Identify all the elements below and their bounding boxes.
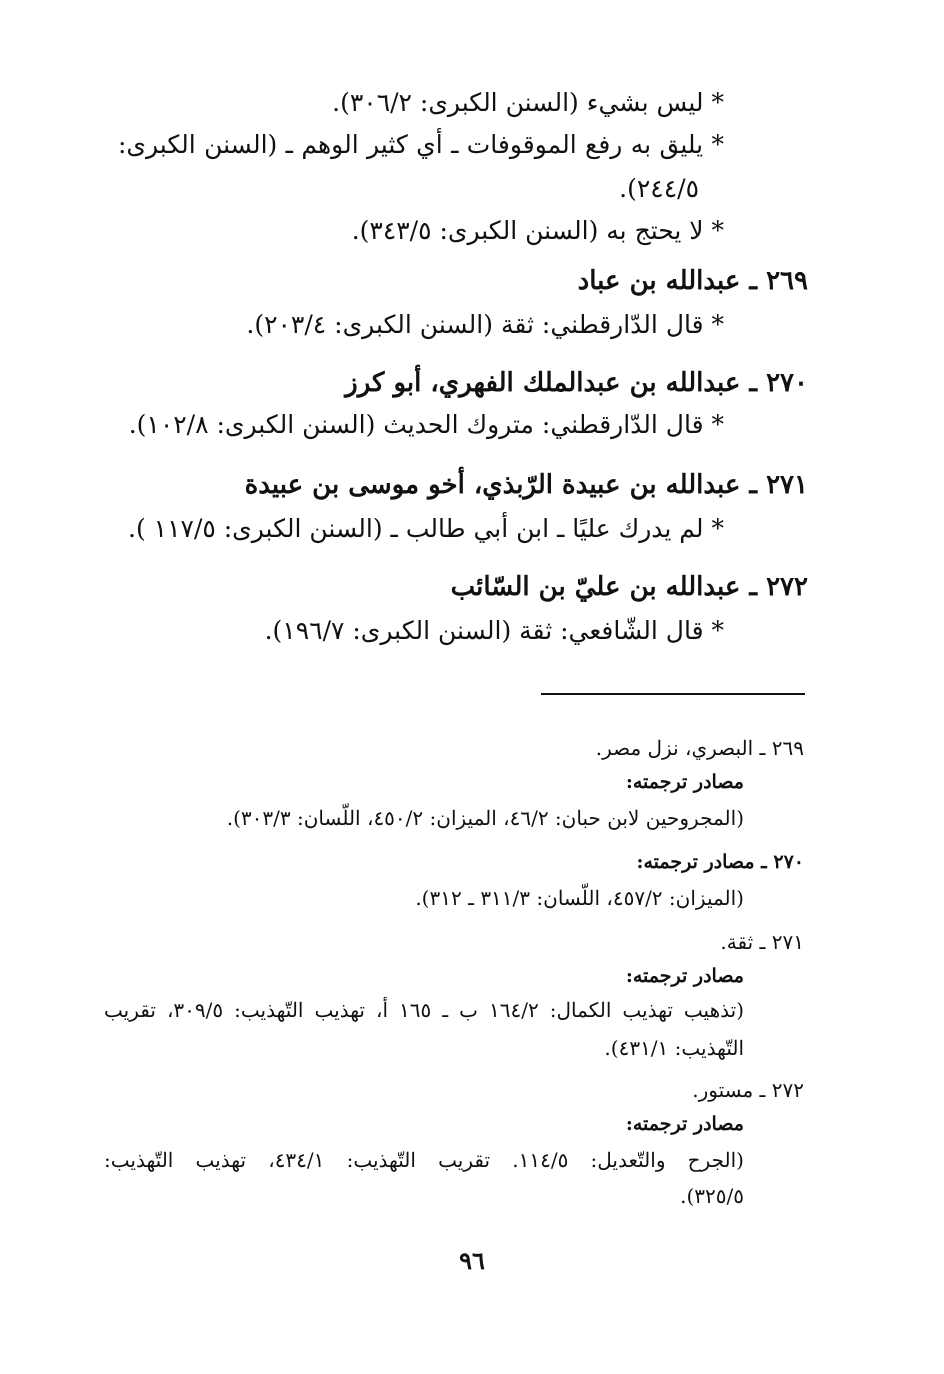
footnote-270-sources: (الميزان: ٤٥٧/٢، اللّسان: ٣١١/٣ ـ ٣١٢). bbox=[415, 886, 744, 910]
entry-272-note: * قال الشّافعي: ثقة (السنن الكبرى: ١٩٦/٧). bbox=[264, 616, 724, 645]
entry-271-heading: ٢٧١ ـ عبدالله بن عبيدة الرّبذي، أخو موسى بن عبيدة bbox=[244, 470, 808, 500]
footnote-269-line-1: ٢٦٩ ـ البصري، نزل مصر. bbox=[595, 736, 804, 760]
footnote-272-sources-cont: ٣٢٥/٥). bbox=[680, 1184, 744, 1208]
page-number: ٩٦ bbox=[459, 1246, 485, 1275]
entry-271-note: * لم يدرك عليًا ـ ابن أبي طالب ـ (السنن الكبرى: ١١٧/٥ ). bbox=[128, 514, 724, 543]
footnote-269-sources-label: مصادر ترجمته: bbox=[625, 771, 744, 793]
entry-269-heading: ٢٦٩ ـ عبدالله بن عباد bbox=[577, 266, 808, 296]
footnote-272-line-1: ٢٧٢ ـ مستور. bbox=[692, 1078, 804, 1102]
footnote-270-sources-label: ٢٧٠ ـ مصادر ترجمته: bbox=[636, 851, 804, 873]
entry-272-heading: ٢٧٢ ـ عبدالله بن عليّ بن السّائب bbox=[450, 572, 808, 602]
footnote-272-sources: (الجرح والتّعديل: ١١٤/٥. تقريب التّهذيب: ٤٣٤/١، تهذيب التّهذيب: bbox=[104, 1148, 744, 1172]
entry-270-note: * قال الدّارقطني: متروك الحديث (السنن الكبرى: ١٠٢/٨). bbox=[128, 410, 724, 439]
entry-268-note-3: * لا يحتج به (السنن الكبرى: ٣٤٣/٥). bbox=[351, 216, 724, 245]
footnote-271-sources: (تذهيب تهذيب الكمال: ١٦٤/٢ ب ـ ١٦٥ أ، تهذيب التّهذيب: ٣٠٩/٥، تقريب bbox=[104, 998, 744, 1022]
footnote-269-sources: (المجروحين لابن حبان: ٤٦/٢، الميزان: ٤٥٠/٢، اللّسان: ٣٠٣/٣). bbox=[226, 806, 744, 830]
entry-268-note-2: * يليق به رفع الموقوفات ـ أي كثير الوهم ـ (السنن الكبرى: bbox=[118, 130, 724, 159]
entry-268-note-1: * ليس بشيء (السنن الكبرى: ٣٠٦/٢). bbox=[332, 88, 724, 117]
footnote-271-sources-label: مصادر ترجمته: bbox=[625, 965, 744, 987]
entry-269-note: * قال الدّارقطني: ثقة (السنن الكبرى: ٢٠٣/٤). bbox=[246, 310, 724, 339]
entry-270-heading: ٢٧٠ ـ عبدالله بن عبدالملك الفهري، أبو كرز bbox=[345, 368, 808, 398]
entry-268-note-2-cont: ٢٤٤/٥). bbox=[619, 174, 699, 203]
footnote-separator bbox=[541, 693, 805, 695]
footnote-272-sources-label: مصادر ترجمته: bbox=[625, 1113, 744, 1135]
footnote-271-line-1: ٢٧١ ـ ثقة. bbox=[720, 930, 804, 954]
footnote-271-sources-cont: التّهذيب: ٤٣١/١). bbox=[604, 1036, 744, 1060]
